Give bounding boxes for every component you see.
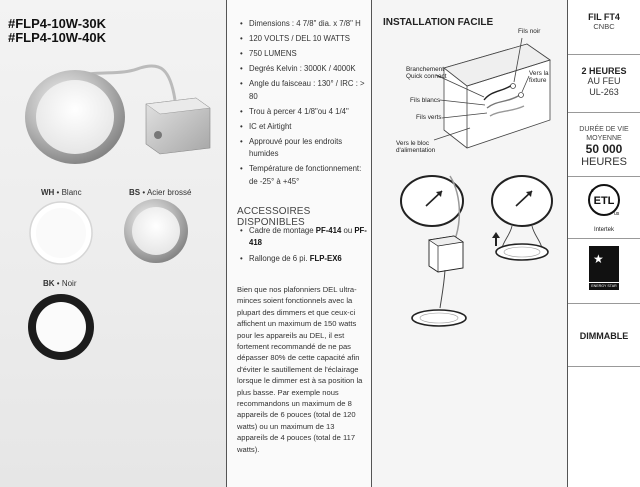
- accessory-code: PF-418: [249, 226, 367, 247]
- badge-energy-star: [568, 246, 640, 290]
- step-2-hole-diagram: [492, 176, 552, 226]
- badge-ft4: [568, 12, 640, 31]
- badge-separator: [568, 176, 640, 177]
- spec-item: • Dimensions : 4 7/8" dia. x 7/8" H: [239, 18, 369, 31]
- main-fixture-image: [25, 70, 125, 164]
- brushed-steel-finish-image: [124, 199, 188, 263]
- spec-item: • Trou à percer 4 1/8"ou 4 1/4": [239, 106, 369, 119]
- certifications-column: [568, 0, 640, 487]
- energy-star-label: ENERGY STAR: [589, 282, 619, 288]
- spec-item: • Degrés Kelvin : 3000K / 4000K: [239, 63, 369, 76]
- intertek-label: Intertek: [593, 227, 614, 233]
- fire-rating-sub: AU FEU: [587, 76, 621, 86]
- specifications-column: [227, 0, 371, 487]
- accessory-sep: ou: [341, 226, 355, 235]
- lifetime-label: DURÉE DE VIE MOYENNE: [579, 126, 629, 142]
- label-quick-connect: Branchement Quick connect: [406, 66, 447, 81]
- finish-label-black: BK • Noir: [43, 279, 77, 288]
- spec-list: [239, 18, 369, 191]
- lifetime-unit: HEURES: [581, 156, 627, 168]
- badge-separator: [568, 303, 640, 304]
- svg-text:ETL: ETL: [593, 195, 615, 207]
- lifetime-hours: 50 000: [585, 142, 623, 156]
- finish-name-black: Noir: [61, 279, 77, 288]
- finish-name-white: Blanc: [61, 188, 82, 197]
- badge-dimmable: [568, 331, 640, 341]
- installation-column: [372, 0, 567, 487]
- accessories-title: ACCESSOIRES DISPONIBLES: [237, 206, 311, 228]
- energy-star-icon: [589, 246, 619, 290]
- label-white-wires: Fils blancs: [410, 97, 441, 104]
- etl-listed-icon: [586, 182, 622, 222]
- dimmer-note: Bien que nos plafonniers DEL ultra-minces soient fonctionnels avec la plupart des dimmers et que ceux-ci affichent un maximum de 150 watts pour les appareils au DEL, il est fortement recommandé de ne pas dépasser 80% de cette capacité afin d'éviter le sautillement de l'éclairage lorsque le dimmer est à sa position la plus basse. Par exemple nous recommandons un maximum de 8 appareils de 6 pouces (total de 120 watts) ou un maximum de 13 appareils de 4 pouces (total de 117 watts).: [237, 285, 363, 454]
- spec-item: • 120 VOLTS / DEL 10 WATTS: [239, 33, 369, 46]
- finish-code-black: BK: [43, 279, 55, 288]
- accessory-item: [239, 225, 369, 249]
- white-finish-image: [30, 202, 92, 264]
- product-illustrations: [0, 0, 226, 487]
- spec-item: • Approuvé pour les endroits humides: [239, 136, 369, 161]
- badge-separator: [568, 112, 640, 113]
- badge-separator: [568, 238, 640, 239]
- badge-fire-rating: [568, 66, 640, 98]
- model-number-40k: #FLP4-10W-40K: [8, 30, 106, 45]
- label-to-driver: Vers le bloc d'alimentation: [396, 140, 436, 155]
- ft4-label: FIL FT4: [588, 12, 620, 22]
- installation-title: INSTALLATION FACILE: [383, 17, 494, 28]
- finish-code-steel: BS: [129, 188, 141, 197]
- spec-item: • IC et Airtight: [239, 121, 369, 134]
- spec-item: • Température de fonctionnement: de -25° à +45°: [239, 163, 369, 188]
- accessory-text: Cadre de montage: [249, 226, 316, 235]
- spec-item: • 750 LUMENS: [239, 48, 369, 61]
- badge-separator: [568, 54, 640, 55]
- driver-box: [429, 236, 463, 308]
- accessory-code: FLP-EX6: [309, 254, 342, 263]
- finish-name-steel: Acier brossé: [146, 188, 192, 197]
- label-green-wires: Fils verts: [416, 114, 442, 121]
- finish-label-white: WH • Blanc: [41, 188, 82, 197]
- label-to-fixture: Vers la fixture: [529, 70, 549, 85]
- fixture-step-2: [492, 226, 548, 260]
- spec-item: • Angle du faisceau : 130° / IRC : > 80: [239, 78, 369, 103]
- product-images-column: [0, 0, 226, 487]
- fixture-step-1: [412, 310, 466, 326]
- label-black-wires: Fils noir: [518, 28, 541, 35]
- accessory-code: PF-414: [315, 226, 342, 235]
- svg-text:c: c: [591, 188, 594, 194]
- accessory-item: [239, 253, 369, 265]
- svg-text:us: us: [614, 211, 620, 217]
- finish-label-steel: BS • Acier brossé: [129, 188, 192, 197]
- accessories-list: [239, 225, 369, 269]
- accessory-text: Rallonge de 6 pi.: [249, 254, 310, 263]
- badge-lifetime: [568, 126, 640, 168]
- junction-box-image: [146, 98, 210, 154]
- dimmable-label: DIMMABLE: [579, 331, 629, 341]
- wiring-diagram: [434, 38, 550, 148]
- star-icon: ★: [593, 252, 604, 266]
- badge-separator: [568, 366, 640, 367]
- fire-rating-title: 2 HEURES: [581, 66, 627, 76]
- fire-rating-ul: UL-263: [589, 87, 619, 97]
- cnbc-label: CNBC: [593, 22, 615, 31]
- finish-code-white: WH: [41, 188, 55, 197]
- badge-etl: [568, 182, 640, 233]
- black-finish-image: [28, 294, 94, 360]
- model-number-30k: #FLP4-10W-30K: [8, 16, 106, 31]
